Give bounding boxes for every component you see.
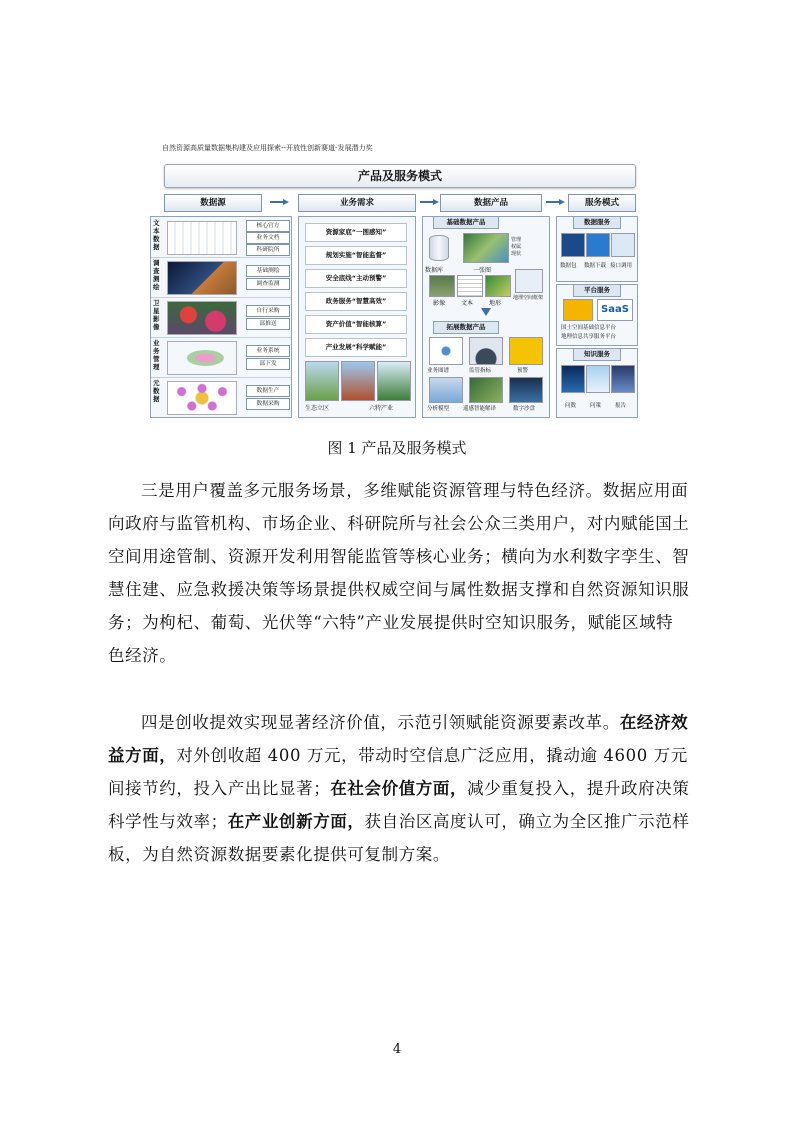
side-label: 管理 <box>511 237 522 243</box>
industry-image <box>341 361 375 401</box>
source-tag: 调查监测 <box>246 278 290 290</box>
figure-banner <box>164 164 636 188</box>
service-title: 知识服务 <box>573 348 621 361</box>
column-header-needs: 业务需求 <box>298 194 416 212</box>
need-image-label: 六特产业 <box>369 405 394 412</box>
ask-policy-icon <box>586 365 610 393</box>
source-category: 文本数据 <box>153 219 160 251</box>
source-row-satellite <box>151 297 291 338</box>
data-service-panel <box>556 216 638 282</box>
product-label: 分析模型 <box>427 406 450 412</box>
figure-caption: 图 1 产品及服务模式 <box>327 439 467 457</box>
basic-products-title: 基础数据产品 <box>433 216 499 229</box>
product-service-figure <box>150 140 640 420</box>
rs-thumb <box>469 377 503 403</box>
platform-service-panel <box>556 284 638 346</box>
service-item: 国土空间基础信息平台 <box>561 325 617 331</box>
source-category: 卫星影像 <box>153 299 160 331</box>
data-sources-panel <box>150 216 292 418</box>
figure-banner-title: 产品及服务模式 <box>357 169 442 183</box>
product-label: 监管指标 <box>469 368 492 374</box>
need-item: 规划实施“智能监督” <box>305 246 407 265</box>
source-tag: 部下发 <box>246 358 290 370</box>
landscape-image <box>377 361 411 401</box>
product-label: 数字沙盘 <box>513 406 536 412</box>
service-item: 问数 <box>565 403 577 409</box>
source-tag: 数据采购 <box>246 398 290 410</box>
paragraph-users <box>108 474 690 672</box>
source-tag: 数据生产 <box>246 385 290 397</box>
product-label: 一张图 <box>473 267 492 274</box>
terrain-thumb <box>485 275 511 297</box>
one-map-image <box>463 233 509 263</box>
satellite-imagery-image <box>167 301 237 335</box>
need-item: 资产价值“智能核算” <box>305 315 407 334</box>
business-needs-panel <box>298 216 416 418</box>
ecology-image <box>305 361 339 401</box>
econ-heading: 在经济效益方面， <box>108 713 689 765</box>
data-products-panel <box>422 216 550 418</box>
metadata-network-image <box>167 381 237 415</box>
flow-arrow-icon <box>546 199 566 205</box>
report-icon <box>611 365 635 393</box>
service-title: 平台服务 <box>573 284 621 297</box>
paragraph-body: 数据应用面向政府与监管机构、市场企业、科研院所与社会公众三类用户，对内赋能国土空间用途管制、资源开发利用智能监管等核心业务；横向为水利数字孪生、智慧住建、应急救援决策等场景提供权威空间与属性数据支撑和自然资源知识服务；为枸杞、葡萄、光伏等“六特”产业发展提供时空知识服务，赋能区域特色经济。 <box>108 481 690 665</box>
social-heading: 在社会价值方面， <box>330 779 468 798</box>
econ-text: 对外创收超 400 万元，带动时空信息广泛应用，撬动逾 4600 万元间接节约，投入产出比显著； <box>108 746 688 798</box>
column-header-sources: 数据源 <box>164 194 262 212</box>
source-tag: 基础测绘 <box>246 265 290 277</box>
source-row-text <box>151 217 291 258</box>
product-label: 数据库 <box>425 267 444 274</box>
need-item: 产业发展“科学赋能” <box>305 338 407 357</box>
column-header-products: 数据产品 <box>440 194 542 212</box>
service-item: 数据包 <box>560 263 577 269</box>
saas-logo: SaaS <box>597 299 633 321</box>
source-row-metadata <box>151 377 291 417</box>
tools-icon <box>563 299 593 321</box>
source-tag: 科研院所 <box>246 244 290 256</box>
service-item: 报告 <box>615 403 627 409</box>
source-category: 业务管理 <box>153 339 160 371</box>
knowledge-service-panel <box>556 348 638 418</box>
source-tag: 部推送 <box>246 318 290 330</box>
source-tag: 业务系统 <box>246 345 290 357</box>
source-row-business <box>151 337 291 378</box>
product-label: 影像 <box>433 300 446 307</box>
model-thumb <box>429 377 463 403</box>
sandbox-thumb <box>509 377 543 403</box>
database-icon <box>429 235 449 261</box>
data-package-icon <box>561 233 585 257</box>
text-thumb <box>457 275 483 297</box>
product-label: 预警 <box>517 368 529 374</box>
industry-heading: 在产业创新方面， <box>227 812 365 831</box>
api-icon <box>611 233 635 257</box>
product-label: 遥感智能解译 <box>463 406 497 412</box>
need-item: 政务服务“智慧高效” <box>305 292 407 311</box>
figure-source-line: 自然资源高质量数据集构建及应用探索--开放性创新赛道-发展潜力奖 <box>162 144 373 152</box>
business-map-image <box>167 341 237 375</box>
graph-thumb <box>429 337 463 365</box>
side-label: 现状 <box>511 251 522 257</box>
extended-products-title: 拓展数据产品 <box>433 321 499 334</box>
text-data-image <box>167 221 237 255</box>
framework-thumb <box>515 269 543 293</box>
source-row-survey <box>151 257 291 298</box>
need-item: 安全底线“主动预警” <box>305 269 407 288</box>
service-item: 地理信息共享服务平台 <box>561 334 617 340</box>
gauge-thumb <box>469 337 503 365</box>
source-category: 调查测绘 <box>153 259 160 291</box>
paragraph-value <box>108 706 690 871</box>
industry-text: 获自治区高度认可，确立为全区推广示范样板，为自然资源数据要素化提供可复制方案。 <box>108 812 690 864</box>
paragraph-lead: 四是创收提效实现显著经济价值，示范引领赋能资源要素改革。 <box>141 713 620 732</box>
source-tag: 核心官方 <box>246 220 290 232</box>
need-item: 资源家底“一图感知” <box>305 223 407 242</box>
ask-data-icon <box>561 365 585 393</box>
service-item: 数据下载 <box>584 263 607 269</box>
flow-arrow-icon <box>420 199 440 205</box>
satellite-survey-image <box>167 261 237 295</box>
flow-arrow-icon <box>270 199 290 205</box>
column-header-services: 服务模式 <box>568 194 636 212</box>
social-text: 减少重复投入，提升政府决策科学性与效率； <box>108 779 690 831</box>
side-label: 权属 <box>511 244 522 250</box>
need-image-label: 生态立区 <box>305 405 330 412</box>
image-thumb <box>429 275 455 297</box>
warning-icon <box>509 337 543 365</box>
source-tag: 业务文档 <box>246 232 290 244</box>
product-label: 地形 <box>489 300 502 307</box>
download-icon <box>586 233 610 257</box>
down-arrow-icon <box>481 308 491 316</box>
paragraph-lead: 三是用户覆盖多元服务场景，多维赋能资源管理与特色经济。 <box>141 481 603 500</box>
source-tag: 自行采购 <box>246 305 290 317</box>
product-label: 业务图谱 <box>427 368 450 374</box>
service-item: 接口调用 <box>610 263 633 269</box>
service-title: 数据服务 <box>573 216 621 229</box>
service-item: 问策 <box>590 403 602 409</box>
product-label: 地理空间框架 <box>512 295 543 301</box>
page-number: 4 <box>392 1042 402 1057</box>
product-label: 文本 <box>461 300 474 307</box>
source-category: 元数据 <box>153 379 160 403</box>
